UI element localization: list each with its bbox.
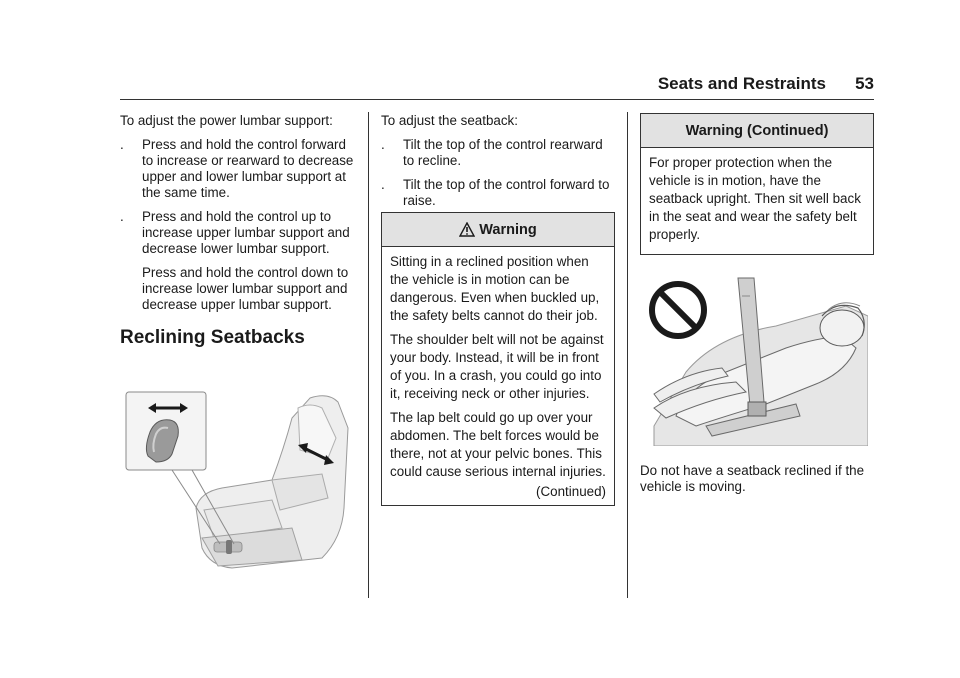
list-item bbox=[120, 209, 360, 257]
recline-caption: Do not have a seatback reclined if the vehicle is moving. bbox=[640, 463, 865, 494]
seatback-intro: To adjust the seatback: bbox=[381, 113, 518, 128]
page-header bbox=[120, 74, 874, 100]
continued-note: (Continued) bbox=[536, 484, 606, 499]
warning-header bbox=[382, 213, 614, 247]
bullet-text: Tilt the top of the control forward to raise. bbox=[403, 177, 610, 208]
bullet-text: Press and hold the control up to increase upper lumbar support and decrease lower lumbar support. bbox=[142, 209, 350, 256]
warning-title: Warning bbox=[479, 221, 537, 238]
warning-continued-box bbox=[640, 113, 874, 255]
list-item bbox=[381, 137, 616, 169]
bullet-text: Press and hold the control forward to increase or rearward to decrease upper and lower lumbar support at the same time. bbox=[142, 137, 354, 200]
warning-box bbox=[381, 212, 615, 506]
warning-paragraph: The lap belt could go up over your abdomen. The belt forces would be there, not at your pelvic bones. This could cause serious internal injuries. bbox=[390, 410, 606, 479]
bullet-text: Tilt the top of the control rearward to recline. bbox=[403, 137, 603, 168]
seat-control-illustration bbox=[122, 388, 350, 570]
warning-body bbox=[382, 247, 614, 505]
page-number: 53 bbox=[855, 74, 874, 93]
lumbar-sub-paragraph: Press and hold the control down to increase lower lumbar support and decrease upper lumbar support. bbox=[142, 265, 349, 312]
warning-header bbox=[641, 114, 873, 148]
warning-paragraph: The shoulder belt will not be against your body. Instead, it will be in front of you. In a crash, you could go into it, receiving neck or other injuries. bbox=[390, 332, 604, 401]
column-1 bbox=[120, 113, 360, 349]
list-item bbox=[381, 177, 616, 209]
section-header-title: Seats and Restraints bbox=[657, 74, 826, 93]
warning-paragraph: For proper protection when the vehicle is in motion, have the seatback upright. Then sit well back in the seat and wear the safety belt properly. bbox=[649, 155, 861, 242]
reclined-occupant-illustration bbox=[646, 276, 868, 446]
column-divider-1 bbox=[368, 112, 369, 598]
warning-title: Warning (Continued) bbox=[685, 122, 829, 139]
warning-triangle-icon bbox=[459, 222, 475, 237]
bullet-mark: . bbox=[120, 137, 124, 152]
bullet-mark: . bbox=[381, 137, 385, 152]
bullet-mark: . bbox=[120, 209, 124, 224]
list-item bbox=[120, 137, 360, 201]
warning-body bbox=[641, 148, 873, 254]
column-2 bbox=[381, 113, 616, 217]
column-3-caption bbox=[640, 463, 874, 503]
column-divider-2 bbox=[627, 112, 628, 598]
bullet-mark: . bbox=[381, 177, 385, 192]
section-title: Reclining Seatbacks bbox=[120, 327, 305, 348]
lumbar-intro: To adjust the power lumbar support: bbox=[120, 113, 333, 128]
warning-paragraph: Sitting in a reclined position when the vehicle is in motion can be dangerous. Even when buckled up, the safety belts cannot do their job. bbox=[390, 254, 600, 323]
